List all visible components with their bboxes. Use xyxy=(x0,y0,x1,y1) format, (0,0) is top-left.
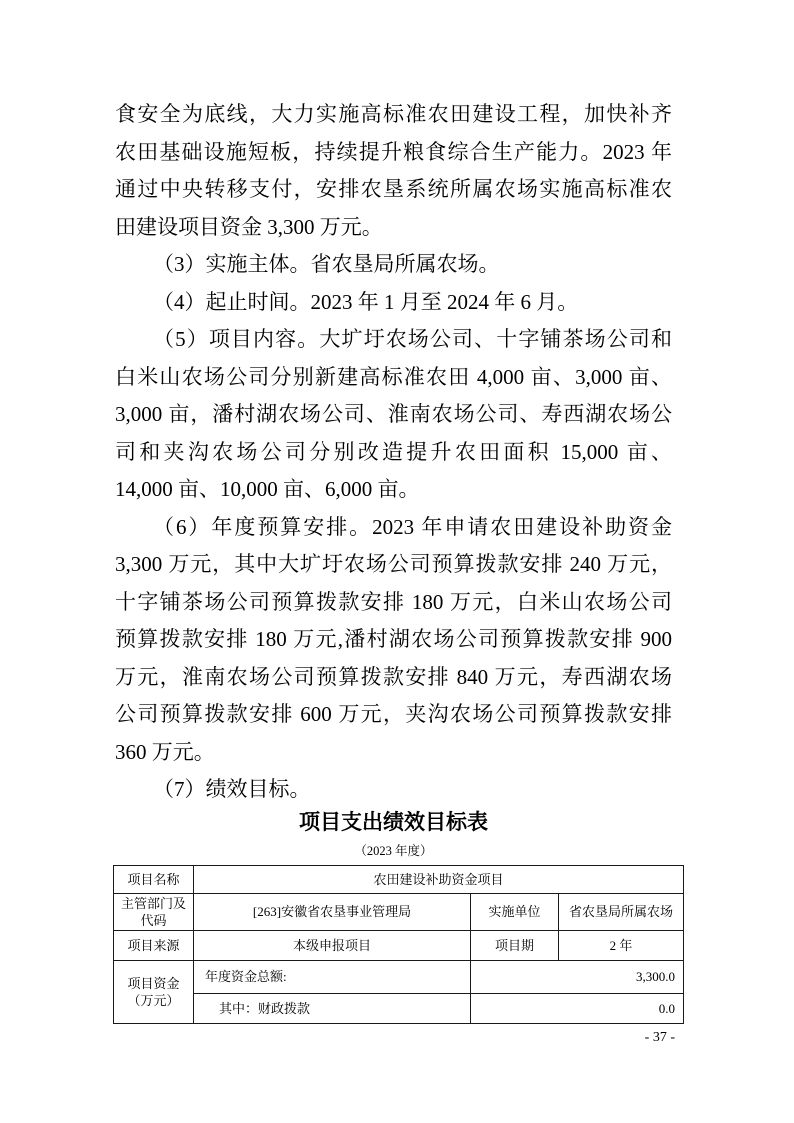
implement-unit-label: 实施单位 xyxy=(471,893,559,930)
table-row xyxy=(114,930,684,960)
body-line: （4）起止时间。2023 年 1 月至 2024 年 6 月。 xyxy=(153,289,579,314)
performance-target-table xyxy=(113,865,684,1024)
body-line: 公司预算拨款安排 600 万元，夹沟农场公司预算拨款安排 xyxy=(115,702,672,726)
table-row xyxy=(114,865,684,893)
table-row xyxy=(114,993,684,1023)
body-line: 十字铺茶场公司预算拨款安排 180 万元，白米山农场公司 xyxy=(115,589,672,614)
body-line: （7）绩效目标。 xyxy=(153,777,311,801)
department-label: 主管部门及代码 xyxy=(114,893,194,930)
body-line: 万元，淮南农场公司预算拨款安排 840 万元，寿西湖农场 xyxy=(115,664,672,689)
body-line: 白米山农场公司分别新建高标准农田 4,000 亩、3,000 亩、 xyxy=(115,364,672,389)
annual-total-value: 3,300.0 xyxy=(471,960,684,993)
body-line: 食安全为底线，大力实施高标准农田建设工程，加快补齐 xyxy=(115,102,672,126)
performance-table-title: 项目支出绩效目标表 xyxy=(299,810,488,834)
body-line: （3）实施主体。省农垦局所属农场。 xyxy=(153,252,500,276)
body-line: 通过中央转移支付，安排农垦系统所属农场实施高标准农 xyxy=(115,177,672,201)
body-line: 预算拨款安排 180 万元,潘村湖农场公司预算拨款安排 900 xyxy=(115,627,672,651)
project-fund-label: 项目资金（万元） xyxy=(114,960,194,1023)
body-line: 田建设项目资金 3,300 万元。 xyxy=(115,214,383,239)
project-name-label: 项目名称 xyxy=(114,865,194,893)
project-name-value: 农田建设补助资金项目 xyxy=(194,865,684,893)
table-row xyxy=(114,893,684,930)
performance-table-subtitle: （2023 年度） xyxy=(354,843,433,858)
body-line: 司和夹沟农场公司分别改造提升农田面积 15,000 亩、 xyxy=(115,439,672,464)
department-value: [263]安徽省农垦事业管理局 xyxy=(194,893,471,930)
body-line: 3,000 亩，潘村湖农场公司、淮南农场公司、寿西湖农场公 xyxy=(115,402,672,426)
body-line: 3,300 万元，其中大圹圩农场公司预算拨款安排 240 万元， xyxy=(115,552,672,576)
body-line: 农田基础设施短板，持续提升粮食综合生产能力。2023 年 xyxy=(115,139,672,164)
project-source-label: 项目来源 xyxy=(114,930,194,960)
project-source-value: 本级申报项目 xyxy=(194,930,471,960)
body-text xyxy=(115,96,675,1024)
implement-unit-value: 省农垦局所属农场 xyxy=(559,893,684,930)
body-line: （6）年度预算安排。2023 年申请农田建设补助资金 xyxy=(153,514,672,539)
fiscal-allocation-value: 0.0 xyxy=(471,993,684,1023)
project-period-value: 2 年 xyxy=(559,930,684,960)
body-line: （5）项目内容。大圹圩农场公司、十字铺茶场公司和 xyxy=(153,327,672,351)
annual-total-label: 年度资金总额: xyxy=(194,960,471,993)
project-period-label: 项目期 xyxy=(471,930,559,960)
body-line: 14,000 亩、10,000 亩、6,000 亩。 xyxy=(115,477,420,501)
fiscal-allocation-label: 其中：财政拨款 xyxy=(194,993,471,1023)
page-number: - 37 - xyxy=(644,1030,675,1045)
table-row xyxy=(114,960,684,993)
body-line: 360 万元。 xyxy=(115,739,215,764)
